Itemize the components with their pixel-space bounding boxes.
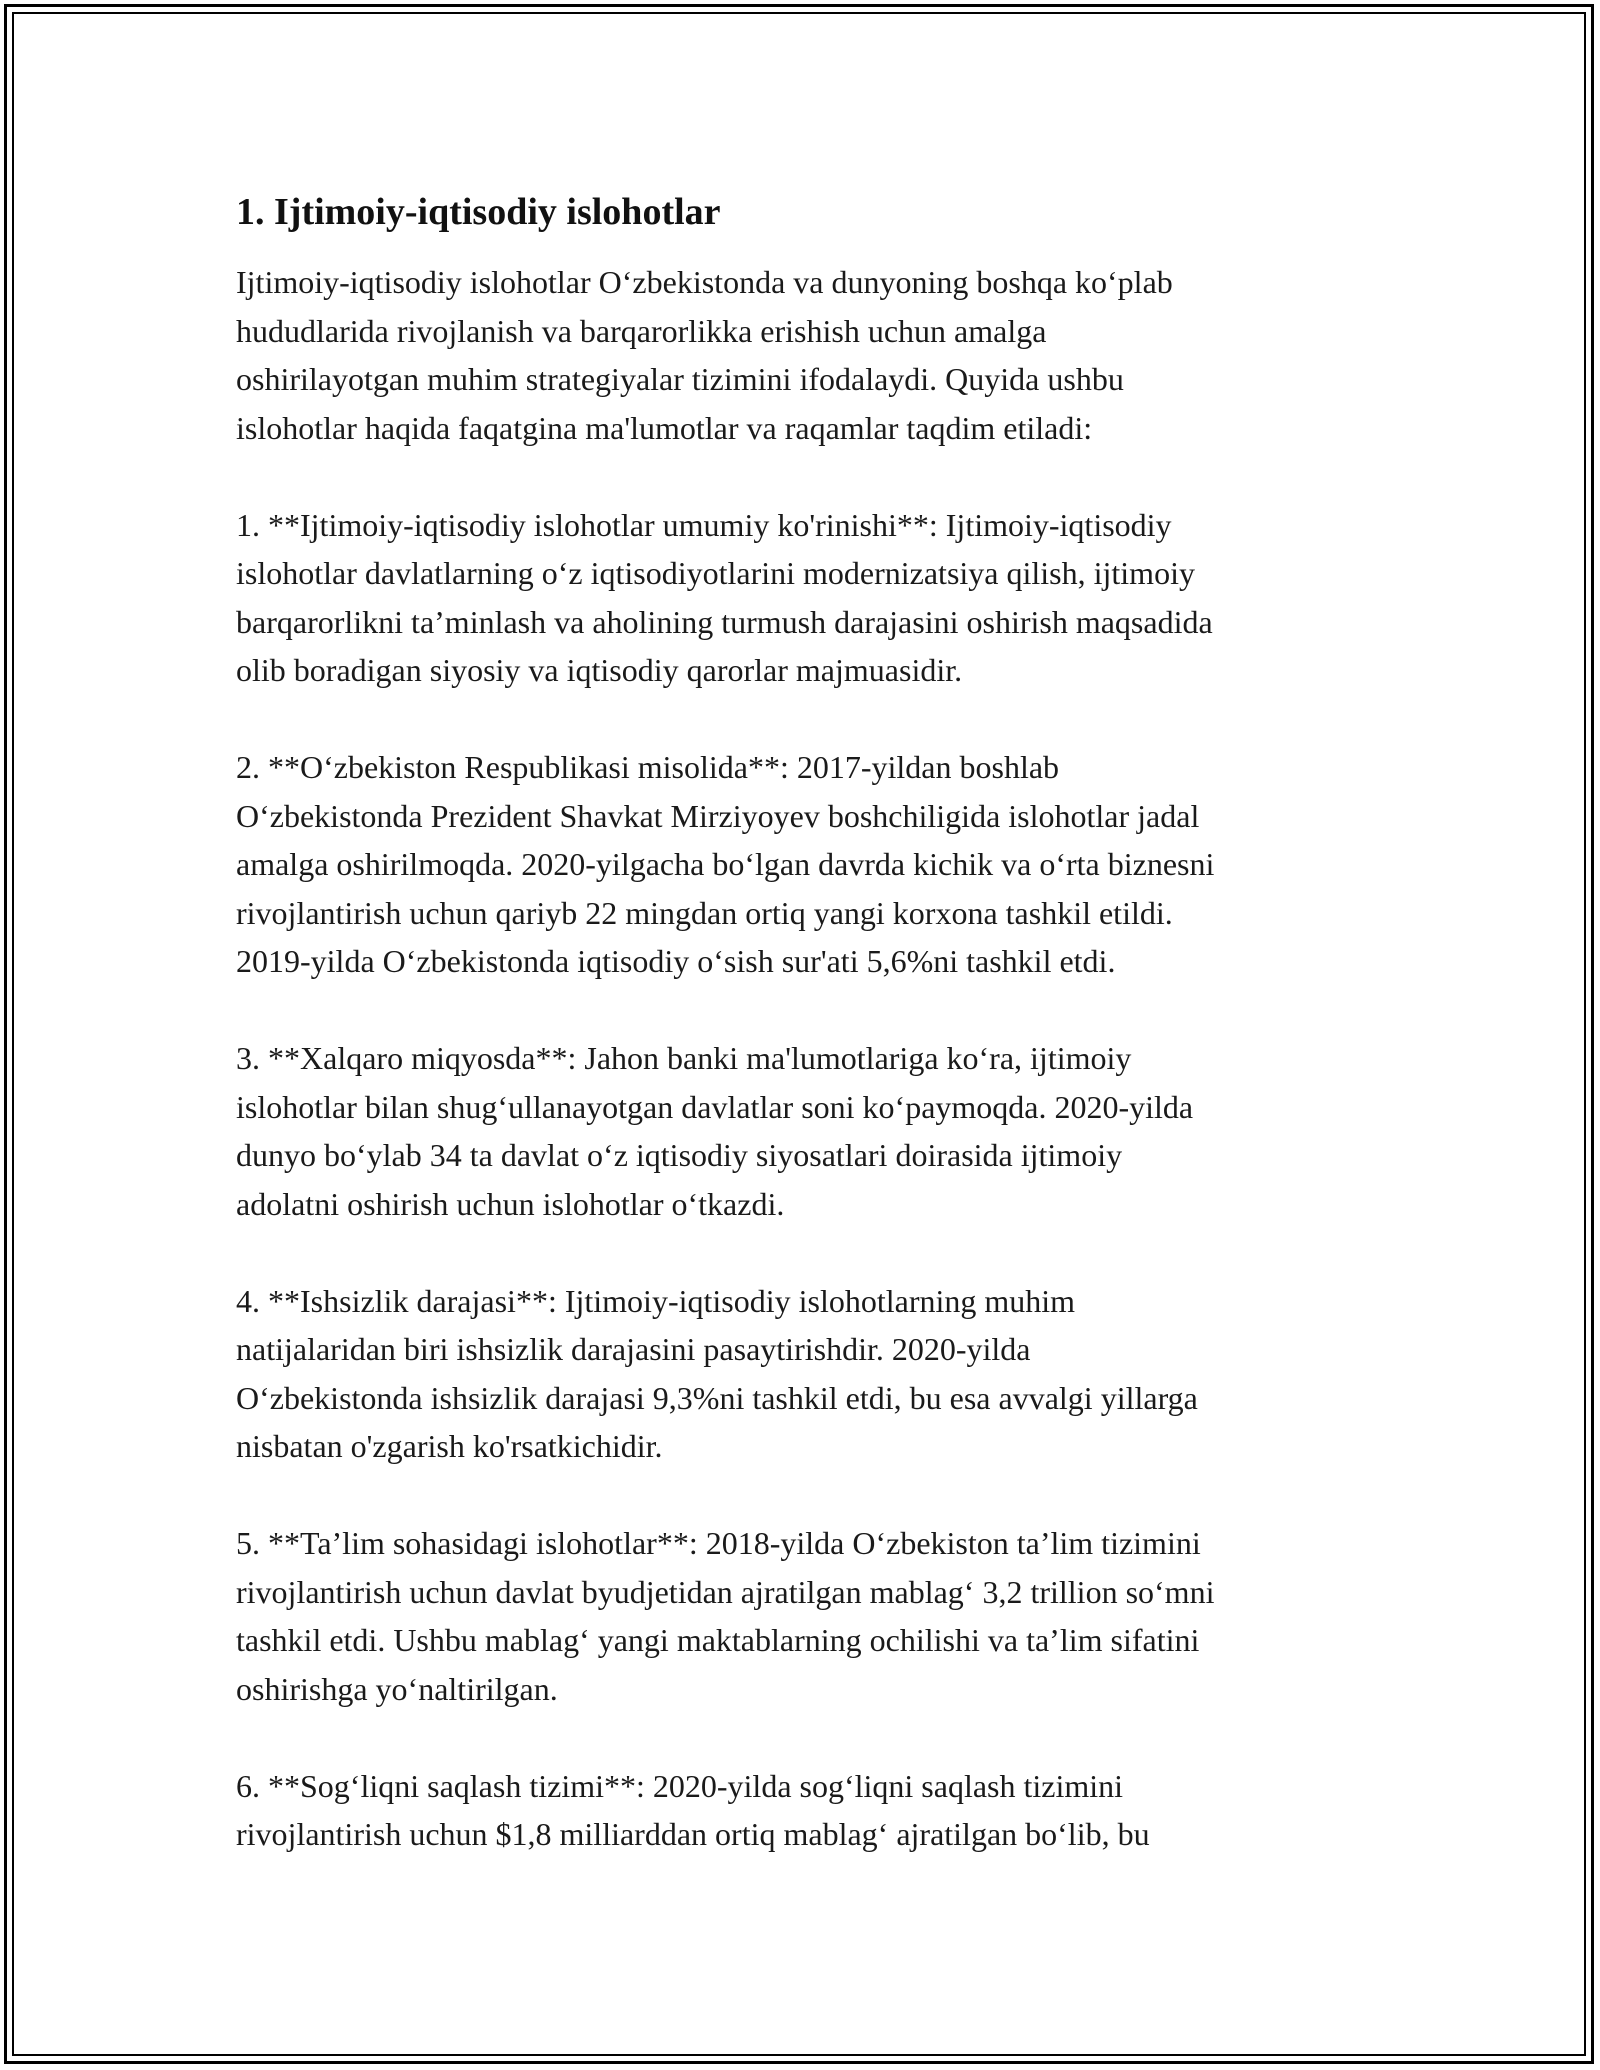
paragraph-item-2 — [236, 743, 1396, 986]
paragraph-line: barqarorlikni ta’minlash va aholining turmush darajasini oshirish maqsadida — [236, 603, 1213, 640]
paragraph-line: O‘zbekistonda ishsizlik darajasi 9,3%ni tashkil etdi, bu esa avvalgi yillarga — [236, 1379, 1198, 1416]
paragraph-line: 2. **O‘zbekiston Respublikasi misolida**: 2017-yildan boshlab — [236, 749, 1060, 785]
paragraph-line: natijalaridan biri ishsizlik darajasini pasaytirishdir. 2020-yilda — [236, 1331, 1031, 1367]
paragraph-line: 2019-yilda O‘zbekistonda iqtisodiy o‘sish sur'ati 5,6%ni tashkil etdi. — [236, 943, 1116, 979]
paragraph-line: rivojlantirish uchun davlat byudjetidan ajratilgan mablag‘ 3,2 trillion so‘mni — [236, 1573, 1215, 1610]
paragraph-line: islohotlar haqida faqatgina ma'lumotlar va raqamlar taqdim etiladi: — [236, 409, 1093, 446]
paragraph-line: dunyo bo‘ylab 34 ta davlat o‘z iqtisodiy siyosatlari doirasida ijtimoiy — [236, 1137, 1123, 1173]
paragraph-item-1 — [236, 501, 1396, 695]
section-heading: 1. Ijtimoiy-iqtisodiy islohotlar — [236, 191, 721, 233]
paragraph-line: O‘zbekistonda Prezident Shavkat Mirziyoyev boshchiligida islohotlar jadal — [236, 797, 1200, 834]
paragraph-line: islohotlar davlatlarning o‘z iqtisodiyotlarini modernizatsiya qilish, ijtimoiy — [236, 555, 1195, 591]
paragraph-line: rivojlantirish uchun $1,8 milliarddan ortiq mablag‘ ajratilgan bo‘lib, bu — [236, 1816, 1150, 1852]
paragraph-line: 3. **Xalqaro miqyosda**: Jahon banki ma'lumotlariga ko‘ra, ijtimoiy — [236, 1040, 1132, 1076]
paragraph-line: oshirishga yo‘naltirilgan. — [236, 1670, 558, 1707]
document-body — [236, 188, 1396, 1907]
paragraph-line: 1. **Ijtimoiy-iqtisodiy islohotlar umumiy ko'rinishi**: Ijtimoiy-iqtisodiy — [236, 506, 1172, 543]
paragraph-line: islohotlar bilan shug‘ullanayotgan davlatlar soni ko‘paymoqda. 2020-yilda — [236, 1088, 1194, 1125]
paragraph-line: Ijtimoiy-iqtisodiy islohotlar O‘zbekistonda va dunyoning boshqa ko‘plab — [236, 264, 1173, 300]
paragraph-line: rivojlantirish uchun qariyb 22 mingdan ortiq yangi korxona tashkil etildi. — [236, 894, 1173, 931]
paragraph-line: hududlarida rivojlanish va barqarorlikka erishish uchun amalga — [236, 312, 1047, 349]
paragraph-item-4 — [236, 1277, 1396, 1471]
paragraph-line: adolatni oshirish uchun islohotlar o‘tkazdi. — [236, 1185, 785, 1222]
paragraph-item-5 — [236, 1519, 1396, 1713]
paragraph-line: nisbatan o'zgarish ko'rsatkichidir. — [236, 1428, 663, 1464]
paragraph-item-3 — [236, 1034, 1396, 1228]
paragraph-item-6 — [236, 1762, 1396, 1859]
paragraph-line: 6. **Sog‘liqni saqlash tizimi**: 2020-yilda sog‘liqni saqlash tizimini — [236, 1767, 1124, 1804]
paragraph-intro — [236, 258, 1396, 452]
paragraph-line: oshirilayotgan muhim strategiyalar tizimini ifodalaydi. Quyida ushbu — [236, 361, 1124, 397]
paragraph-line: amalga oshirilmoqda. 2020-yilgacha bo‘lgan davrda kichik va o‘rta biznesni — [236, 846, 1215, 882]
paragraph-line: 4. **Ishsizlik darajasi**: Ijtimoiy-iqtisodiy islohotlarning muhim — [236, 1282, 1076, 1319]
paragraph-line: 5. **Ta’lim sohasidagi islohotlar**: 2018-yilda O‘zbekiston ta’lim tizimini — [236, 1525, 1201, 1561]
paragraph-line: tashkil etdi. Ushbu mablag‘ yangi maktablarning ochilishi va ta’lim sifatini — [236, 1622, 1200, 1658]
paragraph-line: olib boradigan siyosiy va iqtisodiy qarorlar majmuasidir. — [236, 652, 963, 688]
